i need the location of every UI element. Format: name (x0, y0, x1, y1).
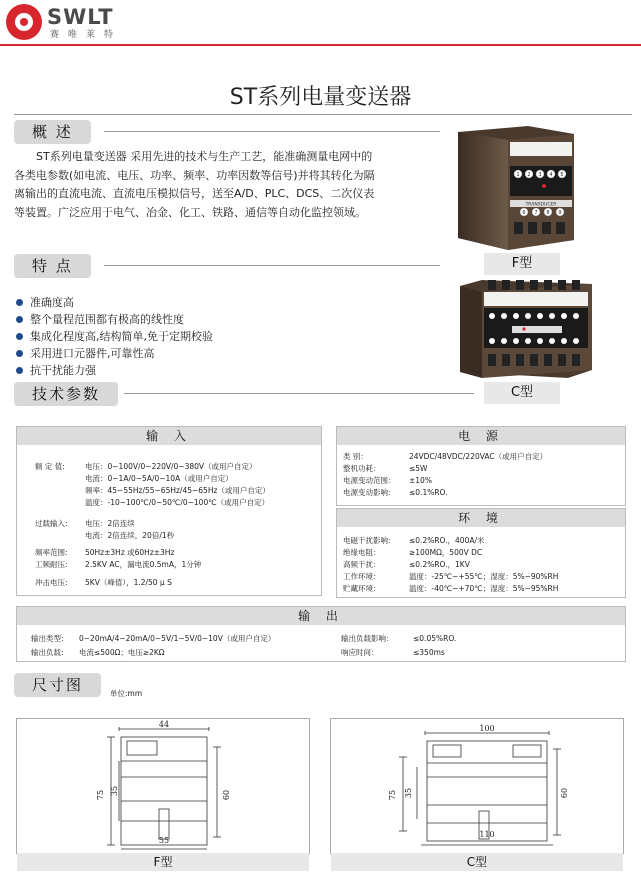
section-tab-dimensions: 尺寸图 (14, 673, 101, 697)
feature-item: 抗干扰能力强 (14, 362, 213, 379)
surge-value: 5KV（峰值），1.2/50 μ S (85, 578, 172, 587)
power-consumption-label: 整机功耗： (343, 464, 381, 473)
withstand-label: 工频耐压: (35, 560, 68, 569)
terminal-number: 9 (558, 210, 562, 216)
drawing-c-frame (330, 718, 624, 869)
input-heading: 输 入 (17, 427, 321, 445)
power-type-label: 类 别： (343, 452, 368, 461)
environment-heading: 环 境 (337, 509, 625, 527)
feature-item: 集成化程度高,结构简单,免于定期校验 (14, 328, 213, 345)
drawing-f (17, 719, 309, 853)
power-heading: 电 源 (337, 427, 625, 445)
overview-body: 采用先进的技术与生产工艺，能准确测量电网中的各类电参数(如电流、电压、功率、频率、功率因数等信号)并将其转化为隔离输出的直流电流、直流电压模拟信号，送至A/D、PLC、DCS、二次仪表等装置。广泛应用于电气、冶金、化工、铁路、通信等自动化监控领域。 (14, 150, 375, 219)
rated-current: 电流：0~1A/0~5A/0~10A（或用户自定） (85, 474, 233, 483)
dim-c-left-inner: 35 (404, 787, 413, 799)
drawing-c-label: C型 (331, 853, 623, 871)
unit-note: 单位:mm (110, 689, 143, 698)
freq-range-value: 50Hz±3Hz 或60Hz±3Hz (85, 548, 175, 557)
product-f-photo (448, 122, 584, 252)
dim-f-bottom: 55 (158, 836, 170, 845)
freq-range-label: 频率范围: (35, 548, 68, 557)
overload-label: 过载输入: (35, 519, 68, 528)
drawing-c (331, 719, 623, 853)
response-time-label: 响应时间： (341, 648, 379, 657)
storage-env-label: 贮藏环境： (343, 584, 381, 593)
overload-voltage: 电压：2倍连续 (85, 519, 135, 528)
page-title: ST系列电量变送器 (229, 85, 412, 110)
power-effect-label: 电源变动影响： (343, 488, 396, 497)
terminal-number: 1 (516, 172, 520, 178)
output-load-value: 电流≤500Ω；电压≥2KΩ (79, 648, 165, 657)
section-divider (104, 131, 440, 132)
insulation-label: 绝缘电阻： (343, 548, 381, 557)
feature-list (14, 294, 213, 379)
overview-text (14, 148, 380, 222)
product-f-label: F型 (484, 253, 560, 275)
terminal-number: 7 (534, 210, 538, 216)
section-tab-specs: 技术参数 (14, 382, 118, 406)
emi-label: 电磁干扰影响： (343, 536, 396, 545)
rated-frequency: 频率：45~55Hz/55~65Hz/45~65Hz（或用户自定） (85, 486, 270, 495)
header-divider (0, 44, 641, 46)
rated-voltage: 电压：0~100V/0~220V/0~380V（或用户自定） (85, 462, 257, 471)
section-divider (124, 393, 474, 394)
nameplate-text: TRANSDUCER (525, 202, 557, 208)
drawing-f-label: F型 (17, 853, 309, 871)
terminal-number: 4 (549, 172, 553, 178)
product-c-label: C型 (484, 382, 560, 404)
power-range-label: 电源变动范围： (343, 476, 396, 485)
logo-mark-icon (6, 4, 42, 40)
power-spec-box (336, 426, 626, 506)
section-tab-overview: 概 述 (14, 120, 91, 144)
brand-name-cn: 赛唯莱特 (50, 30, 123, 40)
brand-name: SWLT (47, 5, 114, 29)
output-spec-box (16, 606, 626, 662)
feature-item: 整个量程范围都有极高的线性度 (14, 311, 213, 328)
output-load-label: 输出负载: (31, 648, 64, 657)
power-consumption-value: ≤5W (409, 464, 428, 473)
dim-c-left-outer: 75 (388, 789, 397, 801)
dim-c-top: 100 (479, 724, 495, 733)
terminal-number: 8 (546, 210, 550, 216)
section-divider (104, 265, 440, 266)
insulation-value: ≥100MΩ，500V DC (409, 548, 483, 557)
storage-env-value: 温度：-40℃~+70℃；湿度：5%~95%RH (409, 584, 559, 593)
operating-env-label: 工作环境： (343, 572, 381, 581)
output-type-label: 输出类型: (31, 634, 64, 643)
terminal-number: 3 (538, 172, 542, 178)
output-type-value: 0~20mA/4~20mA/0~5V/1~5V/0~10V（或用户自定） (79, 634, 276, 643)
title-divider (14, 114, 632, 115)
rated-label: 额 定 值: (35, 462, 65, 471)
operating-env-value: 温度：-25℃~+55℃；湿度：5%~90%RH (409, 572, 559, 581)
output-heading: 输 出 (17, 607, 625, 625)
dim-c-right: 60 (560, 787, 569, 799)
dim-f-right: 60 (222, 789, 231, 801)
dim-f-left-outer: 75 (96, 789, 105, 801)
power-range-value: ±10% (409, 476, 432, 485)
terminal-number: 6 (522, 210, 526, 216)
power-type-value: 24VDC/48VDC/220VAC（或用户自定） (409, 452, 548, 461)
input-spec-box (16, 426, 322, 596)
surge-label: 冲击电压: (35, 578, 68, 587)
terminal-number: 5 (560, 172, 564, 178)
response-time-value: ≤350ms (413, 648, 445, 657)
emi-value: ≤0.2%RO.，400A/米 (409, 536, 485, 545)
section-tab-features: 特 点 (14, 254, 91, 278)
dim-f-top: 44 (158, 720, 170, 729)
load-effect-value: ≤0.05%RO. (413, 634, 457, 643)
hf-interference-value: ≤0.2%RO.，1KV (409, 560, 470, 569)
rated-temperature: 温度：-10~100℃/0~50℃/0~100℃（或用户自定） (85, 498, 270, 507)
brand-logo (6, 4, 176, 40)
power-effect-value: ≤0.1%RO. (409, 488, 448, 497)
feature-item: 准确度高 (14, 294, 213, 311)
overview-lead: ST系列电量变送器 (36, 150, 127, 163)
dim-f-left-inner: 35 (110, 785, 119, 797)
withstand-value: 2.5KV AC，漏电流0.5mA，1分钟 (85, 560, 202, 569)
drawing-f-frame (16, 718, 310, 869)
dim-c-bottom: 110 (479, 830, 495, 839)
product-c-photo (452, 278, 598, 382)
feature-item: 采用进口元器件,可靠性高 (14, 345, 213, 362)
overload-current: 电流：2倍连续，20倍/1秒 (85, 531, 175, 540)
load-effect-label: 输出负载影响： (341, 634, 394, 643)
terminal-number: 2 (527, 172, 531, 178)
hf-interference-label: 高频干扰： (343, 560, 381, 569)
environment-spec-box (336, 508, 626, 598)
